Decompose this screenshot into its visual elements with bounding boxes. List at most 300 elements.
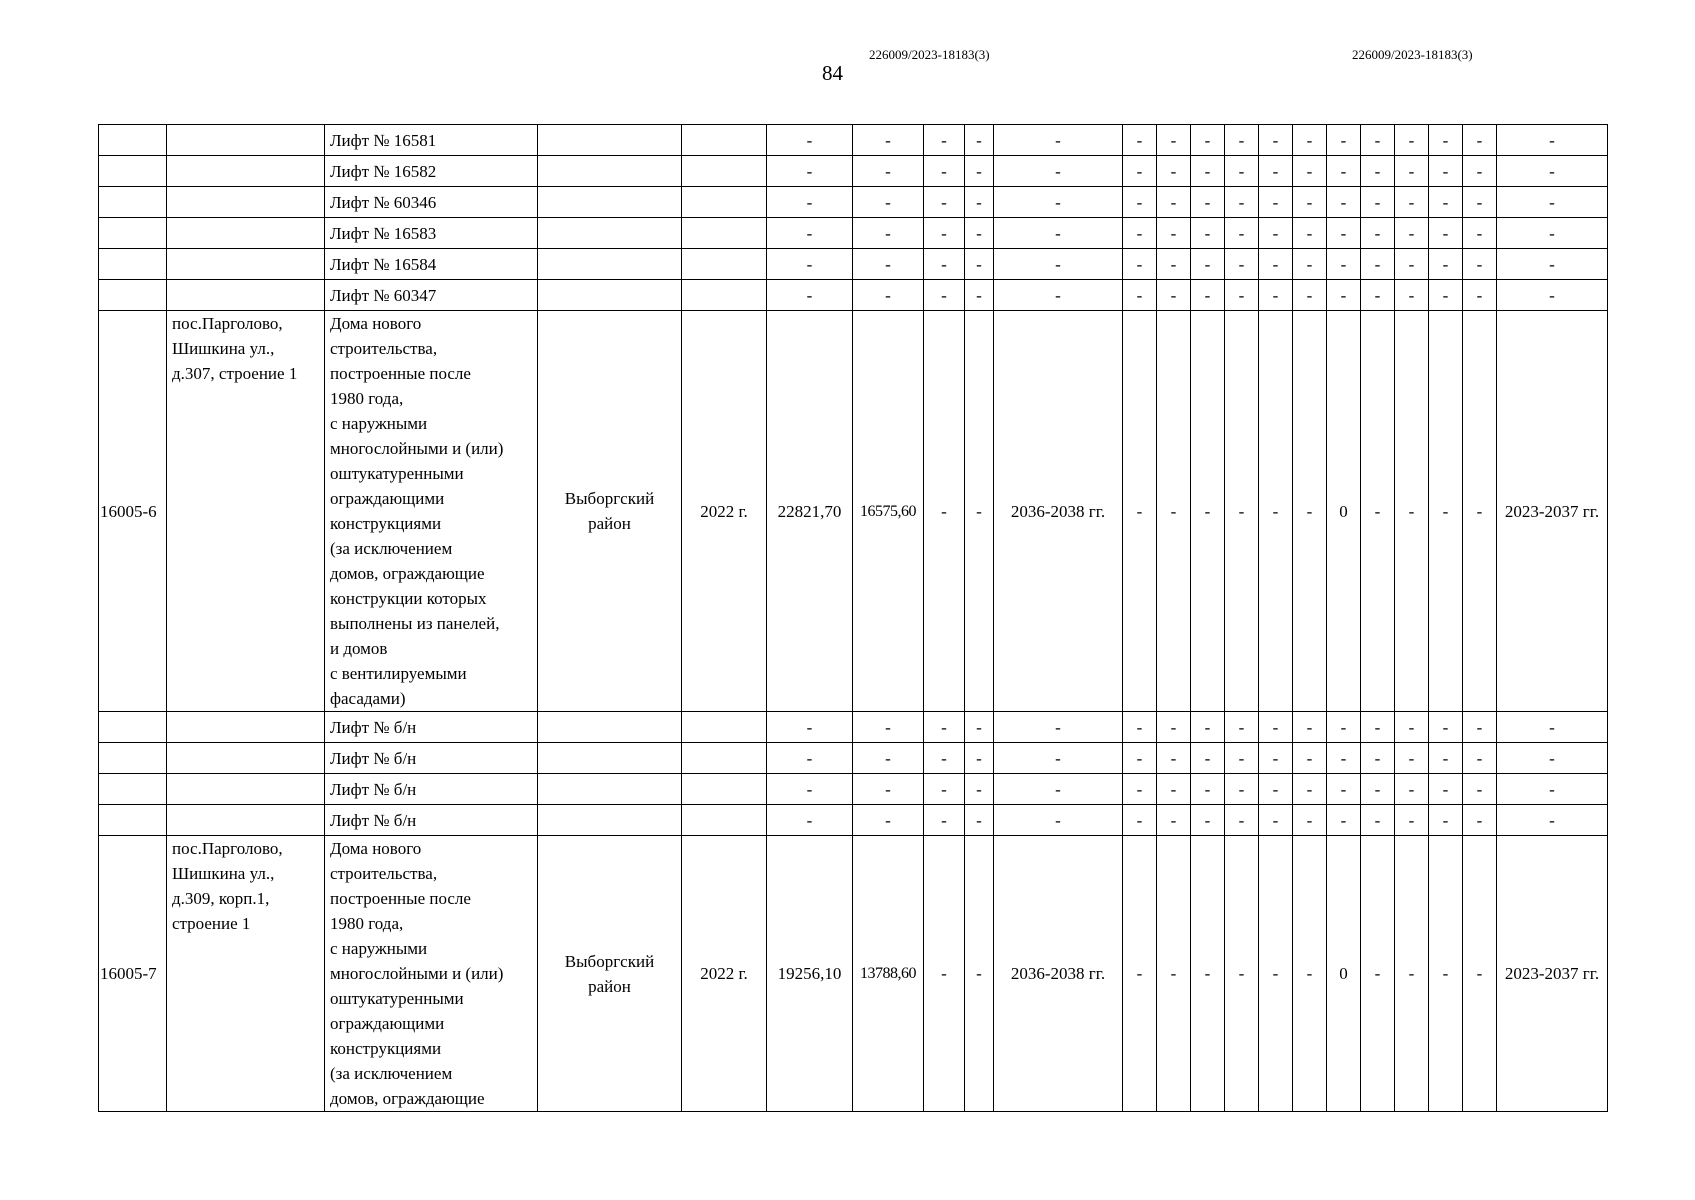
dash-cell: -	[924, 712, 965, 743]
description-line: (за исключением	[330, 1064, 453, 1083]
lift-label: Лифт № 60347	[325, 280, 538, 311]
description-line: строительства,	[330, 339, 438, 358]
dash-cell: -	[1463, 280, 1497, 311]
dash-cell: -	[924, 774, 965, 805]
description-line: выполнены из панелей,	[330, 614, 500, 633]
year-cell	[682, 805, 767, 836]
year-cell	[682, 156, 767, 187]
living-area-cell: 13788,60	[853, 836, 924, 1112]
dash-cell: -	[965, 156, 994, 187]
dash-cell: -	[1497, 218, 1608, 249]
dash-cell: -	[1293, 712, 1327, 743]
dash-cell: -	[1259, 156, 1293, 187]
dash-cell: -	[1293, 280, 1327, 311]
dash-cell: -	[1157, 280, 1191, 311]
district-cell	[538, 249, 682, 280]
dash-cell: -	[1157, 187, 1191, 218]
dash-cell: -	[1395, 712, 1429, 743]
description-line: фасадами)	[330, 689, 406, 708]
dash-cell: -	[965, 187, 994, 218]
dash-cell: -	[1463, 156, 1497, 187]
address-cell	[167, 805, 325, 836]
description-line: оштукатуренными	[330, 989, 464, 1008]
dash-cell: -	[1395, 125, 1429, 156]
dash-cell: -	[924, 218, 965, 249]
dash-cell: -	[1395, 311, 1429, 712]
description-line: конструкции которых	[330, 589, 487, 608]
dash-cell: -	[767, 774, 853, 805]
dash-cell: -	[1123, 774, 1157, 805]
dash-cell: -	[853, 712, 924, 743]
dash-cell: -	[994, 743, 1123, 774]
code-cell	[99, 218, 167, 249]
lift-row	[99, 125, 1608, 156]
dash-cell: -	[1429, 187, 1463, 218]
dash-cell: -	[1191, 125, 1225, 156]
dash-cell: -	[1123, 712, 1157, 743]
code-cell	[99, 280, 167, 311]
dash-cell: -	[924, 805, 965, 836]
dash-cell: -	[1429, 805, 1463, 836]
dash-cell: -	[1191, 712, 1225, 743]
lift-row	[99, 249, 1608, 280]
dash-cell: -	[1327, 125, 1361, 156]
dash-cell: -	[1191, 187, 1225, 218]
dash-cell: -	[1191, 774, 1225, 805]
dash-cell: -	[1225, 125, 1259, 156]
lift-row	[99, 218, 1608, 249]
dash-cell: -	[1463, 712, 1497, 743]
dash-cell: -	[1293, 311, 1327, 712]
description-line: конструкциями	[330, 514, 442, 533]
dash-cell: -	[924, 156, 965, 187]
dash-cell: -	[1429, 774, 1463, 805]
page-number: 84	[822, 61, 843, 85]
dash-cell: -	[1123, 836, 1157, 1112]
period-cell: 2036-2038 гг.	[994, 836, 1123, 1112]
document-id-center: 226009/2023-18183(3)	[869, 47, 990, 62]
lift-row	[99, 774, 1608, 805]
dash-cell: -	[767, 280, 853, 311]
dash-cell: -	[1293, 249, 1327, 280]
dash-cell: -	[965, 311, 994, 712]
dash-cell: -	[1395, 280, 1429, 311]
dash-cell: -	[1361, 774, 1395, 805]
dash-cell: -	[924, 311, 965, 712]
dash-cell: -	[1463, 774, 1497, 805]
dash-cell: -	[1225, 311, 1259, 712]
description-line: домов, ограждающие	[330, 564, 485, 583]
dash-cell: -	[1463, 125, 1497, 156]
dash-cell: -	[853, 187, 924, 218]
lift-row	[99, 156, 1608, 187]
dash-cell: -	[767, 249, 853, 280]
lift-label: Лифт № 16584	[325, 249, 538, 280]
dash-cell: -	[1225, 805, 1259, 836]
code-cell	[99, 249, 167, 280]
dash-cell: -	[1123, 311, 1157, 712]
dash-cell: -	[1497, 187, 1608, 218]
dash-cell: -	[1463, 743, 1497, 774]
code-cell	[99, 712, 167, 743]
lift-label: Лифт № 60346	[325, 187, 538, 218]
dash-cell: -	[1463, 249, 1497, 280]
dash-cell: -	[853, 774, 924, 805]
description-line: с вентилируемыми	[330, 664, 467, 683]
address-cell	[167, 218, 325, 249]
dash-cell: -	[1395, 187, 1429, 218]
dash-cell: -	[1191, 836, 1225, 1112]
code-cell	[99, 125, 167, 156]
code-cell	[99, 774, 167, 805]
address-line: Шишкина ул.,	[172, 339, 275, 358]
dash-cell: -	[767, 743, 853, 774]
dash-cell: -	[1157, 805, 1191, 836]
dash-cell: -	[1429, 311, 1463, 712]
dash-cell: -	[1123, 249, 1157, 280]
final-period-cell: 2023-2037 гг.	[1497, 836, 1608, 1112]
dash-cell: -	[1157, 774, 1191, 805]
dash-cell: -	[1429, 218, 1463, 249]
total-area-cell: 19256,10	[767, 836, 853, 1112]
description-line: и домов	[330, 639, 388, 658]
dash-cell: -	[1327, 712, 1361, 743]
code-cell	[99, 156, 167, 187]
address-line: Шишкина ул.,	[172, 864, 275, 883]
code-cell	[99, 805, 167, 836]
lift-row	[99, 187, 1608, 218]
address-cell	[167, 156, 325, 187]
year-cell	[682, 187, 767, 218]
dash-cell: -	[1225, 712, 1259, 743]
building-row	[99, 311, 1608, 712]
dash-cell: -	[1157, 743, 1191, 774]
district-cell: Выборгский район	[538, 836, 682, 1112]
dash-cell: -	[1293, 836, 1327, 1112]
dash-cell: -	[1157, 156, 1191, 187]
final-period-cell: 2023-2037 гг.	[1497, 311, 1608, 712]
address-line: пос.Парголово,	[172, 314, 283, 333]
dash-cell: -	[1191, 156, 1225, 187]
district-cell	[538, 280, 682, 311]
district-cell	[538, 743, 682, 774]
dash-cell: -	[1157, 125, 1191, 156]
address-cell	[167, 249, 325, 280]
dash-cell: -	[1361, 187, 1395, 218]
lift-label: Лифт № 16581	[325, 125, 538, 156]
dash-cell: -	[965, 280, 994, 311]
dash-cell: -	[1259, 311, 1293, 712]
dash-cell: -	[1123, 125, 1157, 156]
dash-cell: -	[1293, 774, 1327, 805]
dash-cell: -	[1191, 311, 1225, 712]
dash-cell: -	[1429, 249, 1463, 280]
dash-cell: -	[1259, 280, 1293, 311]
lift-row	[99, 805, 1608, 836]
lift-label: Лифт № б/н	[325, 712, 538, 743]
dash-cell: -	[1259, 743, 1293, 774]
dash-cell: -	[1327, 774, 1361, 805]
dash-cell: -	[1123, 187, 1157, 218]
dash-cell: -	[994, 280, 1123, 311]
address-line: д.307, строение 1	[172, 364, 298, 383]
total-area-cell: 22821,70	[767, 311, 853, 712]
description-line: ограждающими	[330, 489, 445, 508]
dash-cell: -	[1293, 187, 1327, 218]
year-cell: 2022 г.	[682, 836, 767, 1112]
description-line: конструкциями	[330, 1039, 442, 1058]
dash-cell: -	[853, 280, 924, 311]
dash-cell: -	[853, 218, 924, 249]
dash-cell: -	[1463, 311, 1497, 712]
dash-cell: -	[965, 805, 994, 836]
dash-cell: -	[853, 805, 924, 836]
dash-cell: -	[924, 743, 965, 774]
dash-cell: -	[1463, 805, 1497, 836]
dash-cell: -	[1225, 280, 1259, 311]
dash-cell: -	[1157, 311, 1191, 712]
dash-cell: -	[1361, 156, 1395, 187]
lift-label: Лифт № б/н	[325, 774, 538, 805]
description-line: Дома нового	[330, 839, 422, 858]
dash-cell: -	[1293, 156, 1327, 187]
dash-cell: -	[1259, 218, 1293, 249]
dash-cell: -	[1293, 218, 1327, 249]
dash-cell: -	[767, 156, 853, 187]
dash-cell: -	[1327, 249, 1361, 280]
dash-cell: -	[1123, 743, 1157, 774]
dash-cell: -	[1361, 836, 1395, 1112]
dash-cell: -	[1259, 805, 1293, 836]
description-line: многослойными и (или)	[330, 964, 504, 983]
dash-cell: -	[1259, 125, 1293, 156]
dash-cell: -	[1157, 218, 1191, 249]
lift-row	[99, 712, 1608, 743]
dash-cell: -	[1361, 805, 1395, 836]
year-cell	[682, 774, 767, 805]
code-cell	[99, 743, 167, 774]
description-line: Дома нового	[330, 314, 422, 333]
address-line: строение 1	[172, 914, 251, 933]
dash-cell: -	[1497, 249, 1608, 280]
dash-cell: -	[924, 125, 965, 156]
dash-cell: -	[1429, 125, 1463, 156]
description-line: с наружными	[330, 414, 428, 433]
code-cell	[99, 187, 167, 218]
lift-label: Лифт № б/н	[325, 743, 538, 774]
dash-cell: -	[1361, 311, 1395, 712]
dash-cell: -	[1327, 187, 1361, 218]
dash-cell: -	[924, 187, 965, 218]
dash-cell: -	[1191, 249, 1225, 280]
dash-cell: -	[767, 712, 853, 743]
dash-cell: -	[1395, 249, 1429, 280]
dash-cell: -	[965, 712, 994, 743]
dash-cell: -	[1157, 836, 1191, 1112]
address-cell	[167, 280, 325, 311]
dash-cell: -	[1429, 156, 1463, 187]
dash-cell: -	[1361, 249, 1395, 280]
dash-cell: -	[1395, 774, 1429, 805]
district-cell	[538, 805, 682, 836]
description-line: строительства,	[330, 864, 438, 883]
description-line: многослойными и (или)	[330, 439, 504, 458]
dash-cell: -	[1429, 712, 1463, 743]
lift-label: Лифт № б/н	[325, 805, 538, 836]
district-cell	[538, 218, 682, 249]
address-line: д.309, корп.1,	[172, 889, 270, 908]
dash-cell: -	[1429, 836, 1463, 1112]
dash-cell: -	[767, 187, 853, 218]
year-cell	[682, 712, 767, 743]
description-line: построенные после	[330, 364, 471, 383]
description-line: оштукатуренными	[330, 464, 464, 483]
dash-cell: -	[1361, 743, 1395, 774]
building-description	[325, 836, 538, 1112]
dash-cell: -	[1497, 280, 1608, 311]
description-line: (за исключением	[330, 539, 453, 558]
dash-cell: -	[1463, 836, 1497, 1112]
dash-cell: -	[1497, 743, 1608, 774]
dash-cell: -	[924, 249, 965, 280]
dash-cell: -	[1497, 774, 1608, 805]
dash-cell: -	[1327, 805, 1361, 836]
address-cell	[167, 743, 325, 774]
address-cell	[167, 712, 325, 743]
dash-cell: -	[1327, 743, 1361, 774]
year-cell	[682, 125, 767, 156]
dash-cell: -	[1123, 805, 1157, 836]
dash-cell: -	[853, 156, 924, 187]
dash-cell: -	[1259, 774, 1293, 805]
dash-cell: -	[1225, 249, 1259, 280]
dash-cell: -	[1259, 249, 1293, 280]
year-cell	[682, 743, 767, 774]
dash-cell: -	[1395, 836, 1429, 1112]
lift-row	[99, 743, 1608, 774]
building-description	[325, 311, 538, 712]
dash-cell: -	[767, 125, 853, 156]
building-address	[167, 836, 325, 1112]
dash-cell: -	[1191, 743, 1225, 774]
dash-cell: -	[924, 280, 965, 311]
dash-cell: -	[1259, 712, 1293, 743]
dash-cell: -	[1225, 774, 1259, 805]
address-line: пос.Парголово,	[172, 839, 283, 858]
building-code: 16005-7	[99, 836, 167, 1112]
dash-cell: -	[1327, 280, 1361, 311]
year-cell	[682, 280, 767, 311]
description-line: ограждающими	[330, 1014, 445, 1033]
address-cell	[167, 187, 325, 218]
dash-cell: -	[1497, 156, 1608, 187]
dash-cell: -	[1191, 805, 1225, 836]
dash-cell: -	[1293, 805, 1327, 836]
dash-cell: -	[1361, 280, 1395, 311]
dash-cell: -	[1225, 836, 1259, 1112]
zero-cell: 0	[1327, 311, 1361, 712]
dash-cell: -	[994, 774, 1123, 805]
dash-cell: -	[1361, 712, 1395, 743]
dash-cell: -	[965, 836, 994, 1112]
dash-cell: -	[1497, 712, 1608, 743]
lift-label: Лифт № 16583	[325, 218, 538, 249]
dash-cell: -	[965, 125, 994, 156]
description-line: с наружными	[330, 939, 428, 958]
dash-cell: -	[767, 805, 853, 836]
dash-cell: -	[924, 836, 965, 1112]
year-cell	[682, 249, 767, 280]
district-cell	[538, 156, 682, 187]
dash-cell: -	[1123, 156, 1157, 187]
dash-cell: -	[1123, 218, 1157, 249]
document-id-right: 226009/2023-18183(3)	[1352, 47, 1473, 62]
dash-cell: -	[1157, 249, 1191, 280]
description-line: 1980 года,	[330, 914, 404, 933]
address-cell	[167, 774, 325, 805]
dash-cell: -	[1293, 125, 1327, 156]
building-code: 16005-6	[99, 311, 167, 712]
dash-cell: -	[994, 712, 1123, 743]
district-cell: Выборгский район	[538, 311, 682, 712]
dash-cell: -	[1327, 156, 1361, 187]
dash-cell: -	[1225, 187, 1259, 218]
dash-cell: -	[1497, 125, 1608, 156]
period-cell: 2036-2038 гг.	[994, 311, 1123, 712]
dash-cell: -	[767, 218, 853, 249]
dash-cell: -	[994, 125, 1123, 156]
dash-cell: -	[1225, 743, 1259, 774]
year-cell: 2022 г.	[682, 311, 767, 712]
lift-label: Лифт № 16582	[325, 156, 538, 187]
lift-row	[99, 280, 1608, 311]
dash-cell: -	[965, 218, 994, 249]
description-line: построенные после	[330, 889, 471, 908]
dash-cell: -	[853, 249, 924, 280]
dash-cell: -	[994, 156, 1123, 187]
year-cell	[682, 218, 767, 249]
address-cell	[167, 125, 325, 156]
dash-cell: -	[965, 774, 994, 805]
dash-cell: -	[1463, 218, 1497, 249]
dash-cell: -	[1395, 743, 1429, 774]
description-line: 1980 года,	[330, 389, 404, 408]
dash-cell: -	[1191, 280, 1225, 311]
dash-cell: -	[853, 743, 924, 774]
dash-cell: -	[1361, 218, 1395, 249]
dash-cell: -	[1395, 156, 1429, 187]
dash-cell: -	[1361, 125, 1395, 156]
dash-cell: -	[1395, 218, 1429, 249]
dash-cell: -	[994, 249, 1123, 280]
dash-cell: -	[1497, 805, 1608, 836]
dash-cell: -	[1259, 836, 1293, 1112]
dash-cell: -	[965, 249, 994, 280]
dash-cell: -	[1157, 712, 1191, 743]
building-row	[99, 836, 1608, 1112]
dash-cell: -	[853, 125, 924, 156]
dash-cell: -	[1395, 805, 1429, 836]
dash-cell: -	[965, 743, 994, 774]
description-line: домов, ограждающие	[330, 1089, 485, 1108]
dash-cell: -	[994, 187, 1123, 218]
dash-cell: -	[1123, 280, 1157, 311]
dash-cell: -	[1463, 187, 1497, 218]
registry-table	[98, 124, 1608, 1112]
district-cell	[538, 774, 682, 805]
dash-cell: -	[994, 805, 1123, 836]
building-address	[167, 311, 325, 712]
